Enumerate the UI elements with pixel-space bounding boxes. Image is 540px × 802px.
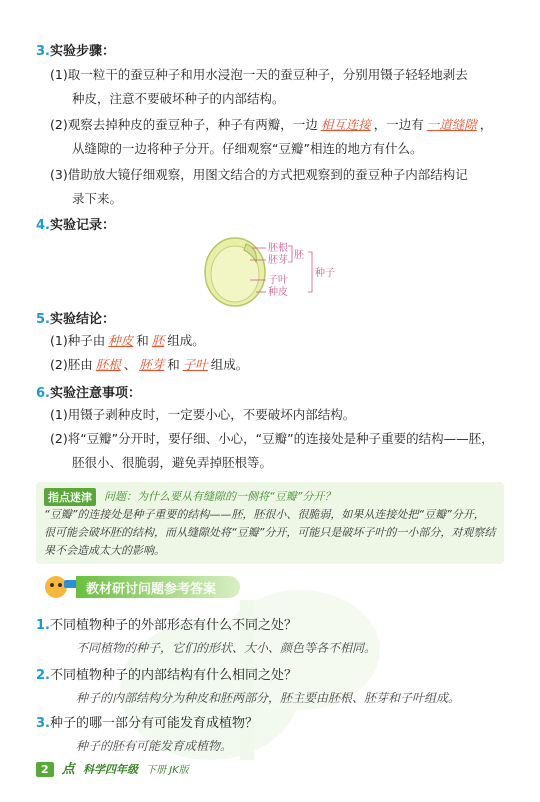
- tip-box: [36, 482, 504, 564]
- brand-logo: 点: [61, 762, 75, 777]
- tip-line: “豆瓣”的连接处是种子重要的结构——胚，胚很小、很脆弱，如果从连接处把“豆瓣”分开，: [44, 508, 485, 521]
- tip-tag: 指点迷津: [44, 488, 96, 506]
- label-seed: 种子: [315, 268, 335, 279]
- qa-question-3: 3.种子的哪一部分有可能发育成植物？: [36, 716, 258, 731]
- step3-line1: (3)借助放大镜仔细观察，用图文结合的方式把观察到的蚕豆种子内部结构记: [50, 167, 468, 182]
- answer-blank: 胚: [151, 333, 165, 348]
- seed-diagram: [200, 236, 360, 308]
- qa-question-1: 1.不同植物种子的外部形态有什么不同之处？: [36, 618, 297, 633]
- answer-blank: 一道缝隙: [426, 117, 477, 132]
- label-seed-coat: 种皮: [268, 287, 288, 298]
- conclusion-heading: 5.实验结论：: [36, 312, 115, 327]
- label-embryo: 胚: [294, 250, 304, 261]
- qa-answer-1: 不同植物的种子，它们的形状、大小、颜色等各不相同。: [76, 641, 377, 655]
- qa-answer-3: 种子的胚有可能发育成植物。: [76, 739, 233, 753]
- step1-line2: 种皮，注意不要破坏种子的内部结构。: [72, 91, 285, 106]
- label-radicle: 胚根: [268, 243, 288, 254]
- record-heading: 4.实验记录：: [36, 218, 115, 233]
- tip-question: 问题：为什么要从有缝隙的一侧将“豆瓣”分开？: [104, 490, 336, 503]
- answer-blank: 子叶: [182, 357, 208, 372]
- note-1: (1)用镊子剥种皮时，一定要小心，不要破坏内部结构。: [50, 407, 356, 422]
- banner-title: 教材研讨问题参考答案: [86, 582, 217, 597]
- step2-line2: 从缝隙的一边将种子分开。仔细观察“豆瓣”相连的地方有什么。: [72, 141, 423, 156]
- conclusion-1: (1)种子由 种皮 和 胚 组成。: [50, 333, 205, 348]
- note-2-line1: (2)将“豆瓣”分开时，要仔细、小心，“豆瓣”的连接处是种子重要的结构——胚，: [50, 431, 494, 446]
- mascot-icon: [40, 574, 80, 600]
- volume-label: 下册 JK版: [146, 765, 189, 776]
- step3-line2: 录下来。: [72, 191, 123, 206]
- book-name: 科学四年级: [82, 763, 138, 776]
- notes-heading: 6.实验注意事项：: [36, 386, 141, 401]
- label-cotyledon: 子叶: [268, 275, 288, 286]
- page-footer: [36, 758, 189, 776]
- step1-line1: (1)取一粒干的蚕豆种子和用水浸泡一天的蚕豆种子，分别用镊子轻轻地剥去: [50, 67, 468, 82]
- steps-heading: 3.实验步骤：: [36, 44, 115, 59]
- conclusion-2: (2)胚由 胚根 、 胚芽 和 子叶 组成。: [50, 357, 249, 372]
- note-2-line2: 胚很小、很脆弱，避免弄掉胚根等。: [72, 455, 273, 470]
- answer-blank: 种皮: [108, 333, 134, 348]
- answer-blank: 胚根: [95, 357, 121, 372]
- tip-body: [44, 506, 496, 560]
- label-plumule: 胚芽: [268, 255, 288, 266]
- answer-blank: 相互连接: [320, 117, 371, 132]
- answers-banner: [40, 574, 240, 600]
- qa-answer-2: 种子的内部结构分为种皮和胚两部分，胚主要由胚根、胚芽和子叶组成。: [76, 691, 461, 705]
- tip-line: 很可能会破坏胚的结构，而从缝隙处将“豆瓣”分开，可能只是破坏子叶的一小部分，对观察结: [44, 526, 496, 539]
- answer-blank: 胚芽: [139, 357, 165, 372]
- qa-question-2: 2.不同植物种子的内部结构有什么相同之处？: [36, 668, 297, 683]
- page-number: 2: [36, 762, 54, 777]
- tip-line: 果不会造成太大的影响。: [44, 544, 165, 557]
- step2-line1: (2)观察去掉种皮的蚕豆种子，种子有两瓣，一边 相互连接 ，一边有 一道缝隙 ，: [50, 117, 493, 132]
